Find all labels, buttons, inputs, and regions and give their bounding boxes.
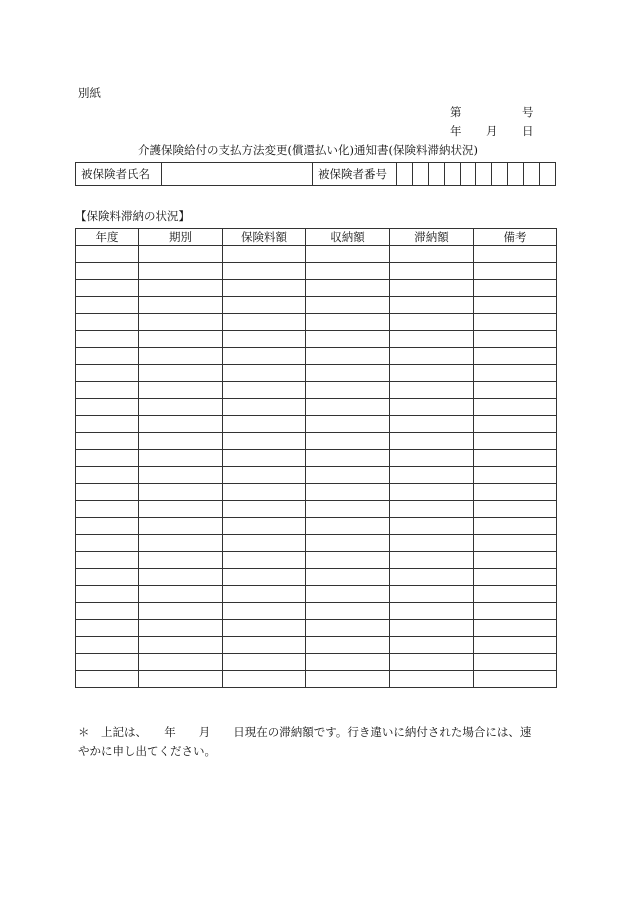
arrears-amount-cell[interactable] bbox=[390, 365, 474, 382]
column-header-collected-amount: 収納額 bbox=[306, 229, 390, 246]
arrears-amount-cell[interactable] bbox=[390, 297, 474, 314]
arrears-amount-cell[interactable] bbox=[390, 433, 474, 450]
installment-cell[interactable] bbox=[139, 399, 223, 416]
remarks-cell[interactable] bbox=[474, 314, 557, 331]
collected-amount-cell[interactable] bbox=[306, 263, 390, 280]
remarks-cell[interactable] bbox=[474, 484, 557, 501]
fiscal-year-cell[interactable] bbox=[76, 416, 139, 433]
attachment-label: 別紙 bbox=[78, 86, 101, 100]
installment-cell[interactable] bbox=[139, 450, 223, 467]
premium-amount-cell[interactable] bbox=[223, 637, 306, 654]
installment-cell[interactable] bbox=[139, 620, 223, 637]
remarks-cell[interactable] bbox=[474, 280, 557, 297]
collected-amount-cell[interactable] bbox=[306, 416, 390, 433]
arrears-amount-cell[interactable] bbox=[390, 450, 474, 467]
fiscal-year-cell[interactable] bbox=[76, 603, 139, 620]
section-heading: 【保険料滞納の状況】 bbox=[75, 209, 190, 223]
arrears-amount-cell[interactable] bbox=[390, 331, 474, 348]
table-row bbox=[76, 501, 557, 518]
arrears-amount-cell[interactable] bbox=[390, 569, 474, 586]
collected-amount-cell[interactable] bbox=[306, 365, 390, 382]
table-row bbox=[76, 331, 557, 348]
arrears-amount-cell[interactable] bbox=[390, 263, 474, 280]
fiscal-year-cell[interactable] bbox=[76, 654, 139, 671]
table-row bbox=[76, 654, 557, 671]
table-row bbox=[76, 620, 557, 637]
installment-cell[interactable] bbox=[139, 314, 223, 331]
premium-amount-cell[interactable] bbox=[223, 263, 306, 280]
insured-name-field[interactable] bbox=[162, 163, 313, 186]
fiscal-year-cell[interactable] bbox=[76, 535, 139, 552]
remarks-cell[interactable] bbox=[474, 297, 557, 314]
collected-amount-cell[interactable] bbox=[306, 348, 390, 365]
remarks-cell[interactable] bbox=[474, 331, 557, 348]
table-row bbox=[76, 569, 557, 586]
collected-amount-cell[interactable] bbox=[306, 671, 390, 688]
remarks-cell[interactable] bbox=[474, 569, 557, 586]
table-row bbox=[76, 518, 557, 535]
installment-cell[interactable] bbox=[139, 416, 223, 433]
collected-amount-cell[interactable] bbox=[306, 586, 390, 603]
arrears-amount-cell[interactable] bbox=[390, 280, 474, 297]
remarks-cell[interactable] bbox=[474, 586, 557, 603]
table-row bbox=[76, 263, 557, 280]
premium-amount-cell[interactable] bbox=[223, 382, 306, 399]
table-row bbox=[76, 603, 557, 620]
fiscal-year-cell[interactable] bbox=[76, 518, 139, 535]
premium-amount-cell[interactable] bbox=[223, 552, 306, 569]
collected-amount-cell[interactable] bbox=[306, 552, 390, 569]
table-row bbox=[76, 280, 557, 297]
fiscal-year-cell[interactable] bbox=[76, 433, 139, 450]
installment-cell[interactable] bbox=[139, 263, 223, 280]
arrears-amount-cell[interactable] bbox=[390, 535, 474, 552]
fiscal-year-cell[interactable] bbox=[76, 501, 139, 518]
insured-number-digit[interactable] bbox=[397, 163, 413, 186]
installment-cell[interactable] bbox=[139, 280, 223, 297]
installment-cell[interactable] bbox=[139, 331, 223, 348]
document-title: 介護保険給付の支払方法変更(償還払い化)通知書(保険料滞納状況) bbox=[138, 143, 478, 157]
number-suffix: 号 bbox=[522, 105, 534, 119]
table-body bbox=[76, 246, 557, 688]
installment-cell[interactable] bbox=[139, 297, 223, 314]
installment-cell[interactable] bbox=[139, 671, 223, 688]
table-row bbox=[76, 484, 557, 501]
collected-amount-cell[interactable] bbox=[306, 518, 390, 535]
premium-amount-cell[interactable] bbox=[223, 246, 306, 263]
insured-number-digit[interactable] bbox=[412, 163, 428, 186]
collected-amount-cell[interactable] bbox=[306, 314, 390, 331]
column-header-arrears-amount: 滞納額 bbox=[390, 229, 474, 246]
arrears-amount-cell[interactable] bbox=[390, 399, 474, 416]
insured-number-digit[interactable] bbox=[540, 163, 556, 186]
remarks-cell[interactable] bbox=[474, 501, 557, 518]
installment-cell[interactable] bbox=[139, 501, 223, 518]
remarks-cell[interactable] bbox=[474, 467, 557, 484]
premium-amount-cell[interactable] bbox=[223, 501, 306, 518]
fiscal-year-cell[interactable] bbox=[76, 263, 139, 280]
remarks-cell[interactable] bbox=[474, 263, 557, 280]
remarks-cell[interactable] bbox=[474, 518, 557, 535]
fiscal-year-cell[interactable] bbox=[76, 365, 139, 382]
premium-amount-cell[interactable] bbox=[223, 671, 306, 688]
premium-amount-cell[interactable] bbox=[223, 535, 306, 552]
fiscal-year-cell[interactable] bbox=[76, 586, 139, 603]
collected-amount-cell[interactable] bbox=[306, 654, 390, 671]
arrears-amount-cell[interactable] bbox=[390, 467, 474, 484]
collected-amount-cell[interactable] bbox=[306, 399, 390, 416]
arrears-amount-cell[interactable] bbox=[390, 501, 474, 518]
remarks-cell[interactable] bbox=[474, 399, 557, 416]
premium-amount-cell[interactable] bbox=[223, 280, 306, 297]
installment-cell[interactable] bbox=[139, 467, 223, 484]
installment-cell[interactable] bbox=[139, 535, 223, 552]
number-prefix: 第 bbox=[450, 105, 462, 119]
table-row bbox=[76, 552, 557, 569]
collected-amount-cell[interactable] bbox=[306, 246, 390, 263]
installment-cell[interactable] bbox=[139, 348, 223, 365]
remarks-cell[interactable] bbox=[474, 365, 557, 382]
fiscal-year-cell[interactable] bbox=[76, 314, 139, 331]
premium-amount-cell[interactable] bbox=[223, 297, 306, 314]
installment-cell[interactable] bbox=[139, 586, 223, 603]
insured-number-digit[interactable] bbox=[476, 163, 492, 186]
insured-number-digit[interactable] bbox=[524, 163, 540, 186]
remarks-cell[interactable] bbox=[474, 246, 557, 263]
collected-amount-cell[interactable] bbox=[306, 331, 390, 348]
installment-cell[interactable] bbox=[139, 552, 223, 569]
collected-amount-cell[interactable] bbox=[306, 637, 390, 654]
fiscal-year-cell[interactable] bbox=[76, 484, 139, 501]
remarks-cell[interactable] bbox=[474, 450, 557, 467]
remarks-cell[interactable] bbox=[474, 637, 557, 654]
column-header-fiscal-year: 年度 bbox=[76, 229, 139, 246]
collected-amount-cell[interactable] bbox=[306, 433, 390, 450]
insured-number-digit[interactable] bbox=[492, 163, 508, 186]
premium-amount-cell[interactable] bbox=[223, 314, 306, 331]
premium-amount-cell[interactable] bbox=[223, 620, 306, 637]
premium-amount-cell[interactable] bbox=[223, 450, 306, 467]
fiscal-year-cell[interactable] bbox=[76, 399, 139, 416]
date-year-label: 年 bbox=[450, 124, 462, 138]
installment-cell[interactable] bbox=[139, 637, 223, 654]
remarks-cell[interactable] bbox=[474, 620, 557, 637]
remarks-cell[interactable] bbox=[474, 603, 557, 620]
fiscal-year-cell[interactable] bbox=[76, 569, 139, 586]
premium-amount-cell[interactable] bbox=[223, 416, 306, 433]
date-day-label: 日 bbox=[522, 124, 534, 138]
premium-amount-cell[interactable] bbox=[223, 586, 306, 603]
collected-amount-cell[interactable] bbox=[306, 535, 390, 552]
premium-amount-cell[interactable] bbox=[223, 603, 306, 620]
premium-amount-cell[interactable] bbox=[223, 399, 306, 416]
installment-cell[interactable] bbox=[139, 518, 223, 535]
remarks-cell[interactable] bbox=[474, 535, 557, 552]
insured-number-digit[interactable] bbox=[428, 163, 444, 186]
installment-cell[interactable] bbox=[139, 433, 223, 450]
table-row bbox=[76, 314, 557, 331]
installment-cell[interactable] bbox=[139, 246, 223, 263]
footnote-line-1: ＊ 上記は、 年 月 日現在の滞納額です。行き違いに納付された場合には、速 bbox=[78, 725, 532, 739]
fiscal-year-cell[interactable] bbox=[76, 382, 139, 399]
fiscal-year-cell[interactable] bbox=[76, 552, 139, 569]
fiscal-year-cell[interactable] bbox=[76, 450, 139, 467]
insured-number-digit[interactable] bbox=[444, 163, 460, 186]
table-row bbox=[76, 246, 557, 263]
premium-amount-cell[interactable] bbox=[223, 331, 306, 348]
fiscal-year-cell[interactable] bbox=[76, 467, 139, 484]
premium-amount-cell[interactable] bbox=[223, 467, 306, 484]
premium-amount-cell[interactable] bbox=[223, 484, 306, 501]
fiscal-year-cell[interactable] bbox=[76, 246, 139, 263]
arrears-amount-cell[interactable] bbox=[390, 484, 474, 501]
remarks-cell[interactable] bbox=[474, 654, 557, 671]
collected-amount-cell[interactable] bbox=[306, 450, 390, 467]
collected-amount-cell[interactable] bbox=[306, 280, 390, 297]
arrears-amount-cell[interactable] bbox=[390, 603, 474, 620]
remarks-cell[interactable] bbox=[474, 416, 557, 433]
premium-amount-cell[interactable] bbox=[223, 518, 306, 535]
collected-amount-cell[interactable] bbox=[306, 467, 390, 484]
fiscal-year-cell[interactable] bbox=[76, 348, 139, 365]
remarks-cell[interactable] bbox=[474, 433, 557, 450]
arrears-amount-cell[interactable] bbox=[390, 637, 474, 654]
table-row bbox=[76, 433, 557, 450]
remarks-cell[interactable] bbox=[474, 382, 557, 399]
premium-amount-cell[interactable] bbox=[223, 348, 306, 365]
column-header-premium-amount: 保険料額 bbox=[223, 229, 306, 246]
fiscal-year-cell[interactable] bbox=[76, 280, 139, 297]
installment-cell[interactable] bbox=[139, 484, 223, 501]
arrears-amount-cell[interactable] bbox=[390, 552, 474, 569]
remarks-cell[interactable] bbox=[474, 348, 557, 365]
insured-name-label: 被保険者氏名 bbox=[76, 163, 162, 186]
arrears-amount-cell[interactable] bbox=[390, 586, 474, 603]
arrears-amount-cell[interactable] bbox=[390, 416, 474, 433]
arrears-status-table bbox=[75, 228, 557, 688]
installment-cell[interactable] bbox=[139, 603, 223, 620]
insured-info-table bbox=[75, 162, 556, 186]
arrears-amount-cell[interactable] bbox=[390, 671, 474, 688]
table-row bbox=[76, 467, 557, 484]
remarks-cell[interactable] bbox=[474, 552, 557, 569]
collected-amount-cell[interactable] bbox=[306, 382, 390, 399]
arrears-amount-cell[interactable] bbox=[390, 314, 474, 331]
fiscal-year-cell[interactable] bbox=[76, 671, 139, 688]
arrears-amount-cell[interactable] bbox=[390, 654, 474, 671]
table-row bbox=[76, 382, 557, 399]
insured-number-digit[interactable] bbox=[508, 163, 524, 186]
premium-amount-cell[interactable] bbox=[223, 433, 306, 450]
installment-cell[interactable] bbox=[139, 365, 223, 382]
footnote-line-2: やかに申し出てください。 bbox=[78, 744, 216, 758]
installment-cell[interactable] bbox=[139, 654, 223, 671]
collected-amount-cell[interactable] bbox=[306, 501, 390, 518]
fiscal-year-cell[interactable] bbox=[76, 620, 139, 637]
table-row bbox=[76, 297, 557, 314]
insured-number-digit[interactable] bbox=[460, 163, 476, 186]
date-month-label: 月 bbox=[486, 124, 498, 138]
collected-amount-cell[interactable] bbox=[306, 603, 390, 620]
table-row bbox=[76, 586, 557, 603]
table-row bbox=[76, 637, 557, 654]
table-row bbox=[76, 399, 557, 416]
arrears-amount-cell[interactable] bbox=[390, 348, 474, 365]
arrears-amount-cell[interactable] bbox=[390, 246, 474, 263]
collected-amount-cell[interactable] bbox=[306, 620, 390, 637]
fiscal-year-cell[interactable] bbox=[76, 637, 139, 654]
column-header-remarks: 備考 bbox=[474, 229, 557, 246]
remarks-cell[interactable] bbox=[474, 671, 557, 688]
collected-amount-cell[interactable] bbox=[306, 569, 390, 586]
installment-cell[interactable] bbox=[139, 382, 223, 399]
fiscal-year-cell[interactable] bbox=[76, 331, 139, 348]
collected-amount-cell[interactable] bbox=[306, 484, 390, 501]
collected-amount-cell[interactable] bbox=[306, 297, 390, 314]
table-row bbox=[76, 348, 557, 365]
table-row bbox=[76, 416, 557, 433]
arrears-amount-cell[interactable] bbox=[390, 518, 474, 535]
premium-amount-cell[interactable] bbox=[223, 365, 306, 382]
arrears-amount-cell[interactable] bbox=[390, 382, 474, 399]
table-header-row bbox=[76, 229, 557, 246]
insured-number-label: 被保険者番号 bbox=[313, 163, 397, 186]
column-header-installment: 期別 bbox=[139, 229, 223, 246]
table-row bbox=[76, 535, 557, 552]
fiscal-year-cell[interactable] bbox=[76, 297, 139, 314]
table-row bbox=[76, 671, 557, 688]
installment-cell[interactable] bbox=[139, 569, 223, 586]
arrears-amount-cell[interactable] bbox=[390, 620, 474, 637]
premium-amount-cell[interactable] bbox=[223, 569, 306, 586]
premium-amount-cell[interactable] bbox=[223, 654, 306, 671]
table-row bbox=[76, 365, 557, 382]
table-row bbox=[76, 450, 557, 467]
